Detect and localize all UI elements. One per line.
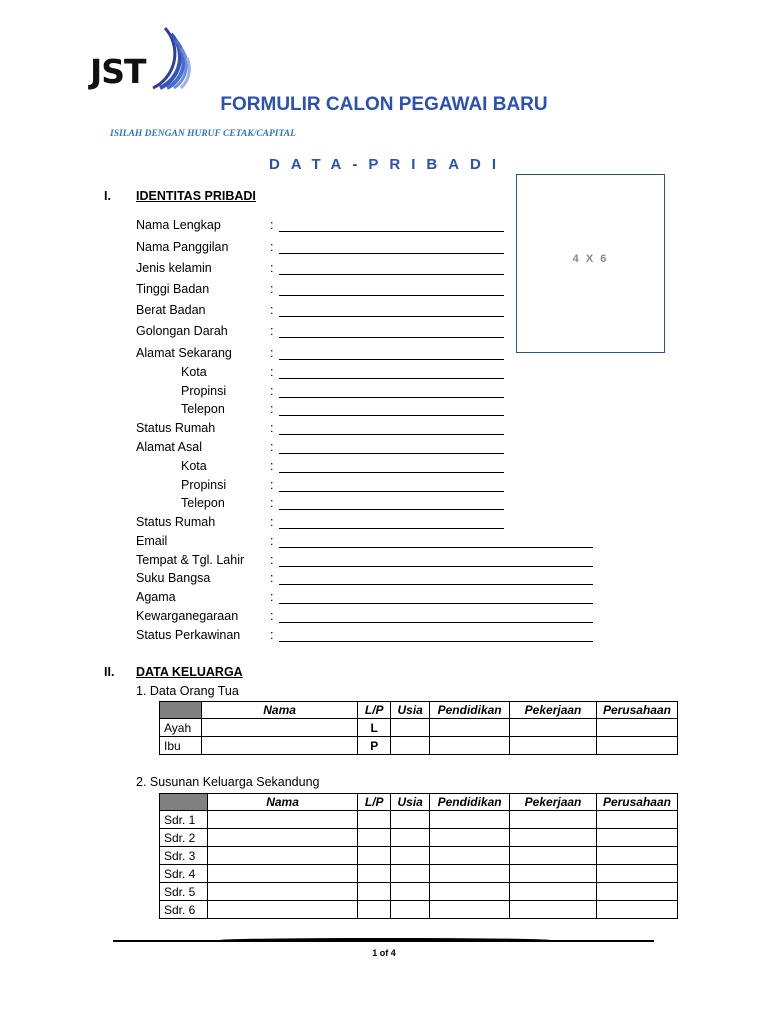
- field-input-line[interactable]: [279, 253, 504, 254]
- header-corner-cell: [160, 702, 202, 719]
- row-label: Sdr. 5: [160, 883, 208, 901]
- field-input-line[interactable]: [279, 472, 504, 473]
- table-header-row: [160, 702, 678, 719]
- field-label: Status Rumah: [136, 421, 216, 435]
- field-input-line[interactable]: [279, 359, 504, 360]
- field-colon: :: [270, 628, 274, 642]
- table-cell[interactable]: [207, 811, 357, 829]
- table-cell[interactable]: [510, 829, 597, 847]
- table-cell[interactable]: [596, 719, 677, 737]
- table-cell[interactable]: [391, 737, 430, 755]
- field-input-line[interactable]: [279, 584, 593, 585]
- field-colon: :: [270, 515, 274, 529]
- field-input-line[interactable]: [279, 378, 504, 379]
- field-input-line[interactable]: [279, 603, 593, 604]
- table-cell[interactable]: [358, 883, 391, 901]
- siblings-table: [159, 793, 678, 919]
- table-cell[interactable]: P: [358, 737, 391, 755]
- table-cell[interactable]: [430, 883, 510, 901]
- photo-box[interactable]: [516, 174, 665, 353]
- table-cell[interactable]: [596, 737, 677, 755]
- table-cell[interactable]: [510, 811, 597, 829]
- column-header: Pekerjaan: [510, 702, 597, 719]
- column-header: Nama: [201, 702, 357, 719]
- table-row: [160, 719, 678, 737]
- field-colon: :: [270, 553, 274, 567]
- field-label: Status Rumah: [136, 515, 216, 529]
- page-number: 1 of 4: [372, 948, 396, 958]
- column-header: Pendidikan: [430, 702, 510, 719]
- column-header: Perusahaan: [596, 794, 677, 811]
- table-cell[interactable]: [510, 737, 597, 755]
- table-row: [160, 829, 678, 847]
- table-cell[interactable]: [391, 901, 430, 919]
- table-cell[interactable]: [358, 847, 391, 865]
- column-header: Usia: [391, 794, 430, 811]
- table-cell[interactable]: [430, 737, 510, 755]
- table-cell[interactable]: [201, 737, 357, 755]
- field-label: Email: [136, 534, 168, 548]
- row-label: Sdr. 4: [160, 865, 208, 883]
- field-label: Jenis kelamin: [136, 261, 212, 275]
- table-cell[interactable]: [207, 901, 357, 919]
- table-row: [160, 811, 678, 829]
- table-cell[interactable]: [358, 865, 391, 883]
- field-colon: :: [270, 402, 274, 416]
- field-label: Telepon: [181, 496, 225, 510]
- field-colon: :: [270, 609, 274, 623]
- field-input-line[interactable]: [279, 231, 504, 232]
- field-colon: :: [270, 346, 274, 360]
- table-cell[interactable]: [391, 829, 430, 847]
- column-header: Usia: [391, 702, 430, 719]
- section-2-heading: DATA KELUARGA: [136, 665, 243, 679]
- row-label: Sdr. 2: [160, 829, 208, 847]
- field-input-line[interactable]: [279, 397, 504, 398]
- field-label: Propinsi: [181, 384, 227, 398]
- field-colon: :: [270, 324, 274, 338]
- photo-size-label: 4 X 6: [572, 253, 609, 265]
- field-label: Kota: [181, 459, 207, 473]
- table-cell[interactable]: [510, 847, 597, 865]
- field-input-line[interactable]: [279, 547, 593, 548]
- form-instruction: ISILAH DENGAN HURUF CETAK/CAPITAL: [110, 129, 296, 139]
- section-title: DATA-PRIBADI: [268, 156, 508, 173]
- table-cell[interactable]: [596, 901, 677, 919]
- field-colon: :: [270, 534, 274, 548]
- table-cell[interactable]: [430, 829, 510, 847]
- field-label: Tempat & Tgl. Lahir: [136, 553, 245, 567]
- table-cell[interactable]: [391, 719, 430, 737]
- field-colon: :: [270, 240, 274, 254]
- field-label: Nama Lengkap: [136, 218, 221, 232]
- field-input-line[interactable]: [279, 622, 593, 623]
- table-cell[interactable]: [510, 901, 597, 919]
- column-header: Pendidikan: [430, 794, 510, 811]
- table-cell[interactable]: [596, 829, 677, 847]
- table-cell[interactable]: [358, 829, 391, 847]
- field-colon: :: [270, 459, 274, 473]
- column-header: Pekerjaan: [510, 794, 597, 811]
- table-cell[interactable]: [391, 811, 430, 829]
- field-colon: :: [270, 440, 274, 454]
- field-label: Status Perkawinan: [136, 628, 241, 642]
- logo-text: JST: [90, 52, 146, 91]
- field-label: Nama Panggilan: [136, 240, 229, 254]
- table-cell[interactable]: [510, 865, 597, 883]
- table-cell[interactable]: [207, 865, 357, 883]
- field-label: Tinggi Badan: [136, 282, 210, 296]
- table-header-row: [160, 794, 678, 811]
- field-colon: :: [270, 421, 274, 435]
- parents-table: [159, 701, 678, 755]
- field-label: Alamat Asal: [136, 440, 203, 454]
- field-colon: :: [270, 478, 274, 492]
- field-input-line[interactable]: [279, 491, 504, 492]
- table-cell[interactable]: [430, 719, 510, 737]
- siblings-subheading: 2. Susunan Keluarga Sekandung: [136, 775, 320, 789]
- table-cell[interactable]: [430, 865, 510, 883]
- table-cell[interactable]: [207, 847, 357, 865]
- table-row: [160, 847, 678, 865]
- field-colon: :: [270, 590, 274, 604]
- section-1-number: I.: [104, 189, 111, 203]
- field-input-line[interactable]: [279, 528, 504, 529]
- section-1-heading: IDENTITAS PRIBADI: [136, 189, 256, 203]
- field-colon: :: [270, 303, 274, 317]
- table-cell[interactable]: [201, 719, 357, 737]
- field-label: Propinsi: [181, 478, 227, 492]
- table-cell[interactable]: [358, 901, 391, 919]
- section-2-number: II.: [104, 665, 115, 679]
- field-label: Golongan Darah: [136, 324, 228, 338]
- table-cell[interactable]: [391, 865, 430, 883]
- field-input-line[interactable]: [279, 434, 504, 435]
- row-label: Ibu: [160, 737, 202, 755]
- table-cell[interactable]: [596, 865, 677, 883]
- table-row: [160, 865, 678, 883]
- row-label: Sdr. 1: [160, 811, 208, 829]
- field-input-line[interactable]: [279, 274, 504, 275]
- table-cell[interactable]: [596, 811, 677, 829]
- field-label: Alamat Sekarang: [136, 346, 232, 360]
- field-colon: :: [270, 571, 274, 585]
- field-input-line[interactable]: [279, 415, 504, 416]
- table-cell[interactable]: [430, 811, 510, 829]
- column-header: Nama: [207, 794, 357, 811]
- field-input-line[interactable]: [279, 295, 504, 296]
- table-row: [160, 737, 678, 755]
- table-cell[interactable]: [391, 883, 430, 901]
- field-input-line[interactable]: [279, 566, 593, 567]
- table-cell[interactable]: [358, 811, 391, 829]
- parents-subheading: 1. Data Orang Tua: [136, 684, 239, 698]
- column-header: Perusahaan: [596, 702, 677, 719]
- field-label: Kewarganegaraan: [136, 609, 239, 623]
- table-cell[interactable]: [510, 719, 597, 737]
- field-colon: :: [270, 261, 274, 275]
- field-label: Telepon: [181, 402, 225, 416]
- field-label: Agama: [136, 590, 176, 604]
- table-cell[interactable]: [207, 829, 357, 847]
- field-colon: :: [270, 384, 274, 398]
- table-row: [160, 883, 678, 901]
- table-cell[interactable]: [596, 847, 677, 865]
- field-colon: :: [270, 496, 274, 510]
- table-cell[interactable]: [510, 883, 597, 901]
- header-corner-cell: [160, 794, 208, 811]
- form-title: FORMULIR CALON PEGAWAI BARU: [220, 94, 548, 115]
- footer-divider-accent: [220, 938, 550, 942]
- field-label: Berat Badan: [136, 303, 206, 317]
- field-input-line[interactable]: [279, 641, 593, 642]
- table-cell[interactable]: [596, 883, 677, 901]
- field-input-line[interactable]: [279, 509, 504, 510]
- field-label: Kota: [181, 365, 207, 379]
- table-cell[interactable]: [430, 901, 510, 919]
- table-cell[interactable]: [207, 883, 357, 901]
- field-input-line[interactable]: [279, 316, 504, 317]
- field-input-line[interactable]: [279, 453, 504, 454]
- field-colon: :: [270, 218, 274, 232]
- field-colon: :: [270, 282, 274, 296]
- column-header: L/P: [358, 702, 391, 719]
- field-input-line[interactable]: [279, 337, 504, 338]
- field-colon: :: [270, 365, 274, 379]
- row-label: Sdr. 3: [160, 847, 208, 865]
- table-cell[interactable]: [391, 847, 430, 865]
- row-label: Ayah: [160, 719, 202, 737]
- table-cell[interactable]: [430, 847, 510, 865]
- row-label: Sdr. 6: [160, 901, 208, 919]
- table-cell[interactable]: L: [358, 719, 391, 737]
- field-label: Suku Bangsa: [136, 571, 211, 585]
- table-row: [160, 901, 678, 919]
- column-header: L/P: [358, 794, 391, 811]
